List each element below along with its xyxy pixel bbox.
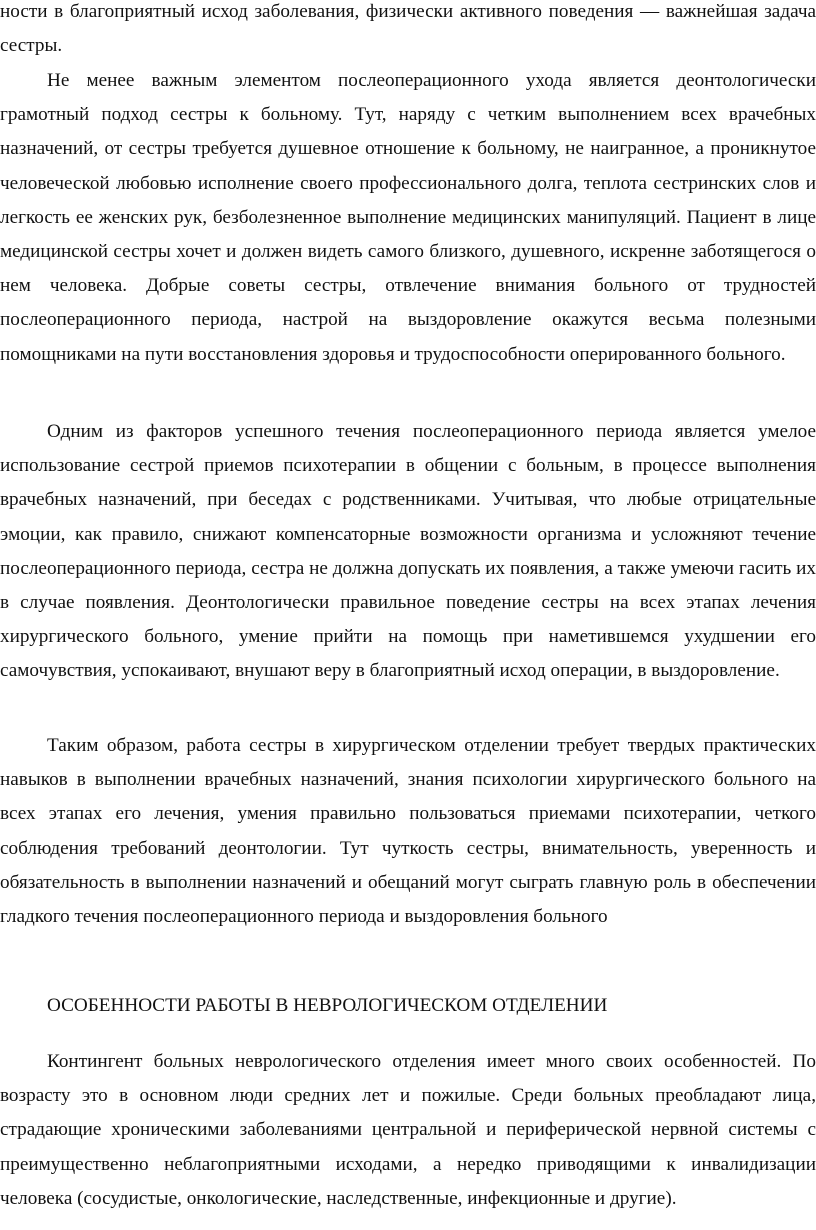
paragraph-psychotherapy: Одним из факторов успешного течения послеоперационного периода является умелое использование сестрой приемов психотерапии в общении с больным, в процессе выполнения врачебных назначений, при беседах с родственниками. Учитывая, что любые отрицательные эмоции, как правило, снижают компенсаторные возможности организма и усложняют течение послеоперационного периода, сестра не должна допускать их появления, а также умеючи гасить их в случае появления. Деонтологически правильное поведение сестры на всех этапах лечения хирургического больного, умение прийти на помощь при наметившемся ухудшении его самочувствия, успокаивают, внушают веру в благоприятный исход операции, в выздоровление.	[0, 421, 816, 682]
paragraph-continuation: ности в благоприятный исход заболевания, физически активного поведения — важнейшая задача сестры.	[0, 1, 816, 57]
paragraph-postoperative-care: Не менее важным элементом послеоперационного ухода является деонтологически грамотный подход сестры к больному. Тут, наряду с четким выполнением всех врачебных назначений, от сестры требуется душевное отношение к больному, не наигранное, а проникнутое человеческой любовью исполнение своего профессионального долга, теплота сестринских слов и легкость ее женских рук, безболезненное выполнение медицинских манипуляций. Пациент в лице медицинской сестры хочет и должен видеть самого близкого, душевного, искренне заботящегося о нем человека. Добрые советы сестры, отвлечение внимания больного от трудностей послеоперационного периода, настрой на выздоровление окажутся весьма полезными помощниками на пути восстановления здоровья и трудоспособности оперированного больного.	[0, 70, 816, 365]
section-heading: ОСОБЕННОСТИ РАБОТЫ В НЕВРОЛОГИЧЕСКОМ ОТДЕЛЕНИИ	[47, 995, 608, 1016]
paragraph-neurology-patients: Контингент больных неврологического отделения имеет много своих особенностей. По возрасту это в основном люди средних лет и пожилые. Среди больных преобладают лица, страдающие хроническими заболеваниями центральной и периферической нервной системы с преимущественно неблагоприятными исходами, а нередко приводящими к инвалидизации человека (сосудистые, онкологические, наследственные, инфекционные и другие).	[0, 1051, 816, 1209]
paragraph-conclusion: Таким образом, работа сестры в хирургическом отделении требует твердых практических навыков в выполнении врачебных назначений, знания психологии хирургического больного на всех этапах его лечения, умения правильно пользоваться приемами психотерапии, четкого соблюдения требований деонтологии. Тут чуткость сестры, внимательность, уверенность и обязательность в выполнении назначений и обещаний могут сыграть главную роль в обеспечении гладкого течения послеоперационного периода и выздоровления больного	[0, 735, 816, 928]
